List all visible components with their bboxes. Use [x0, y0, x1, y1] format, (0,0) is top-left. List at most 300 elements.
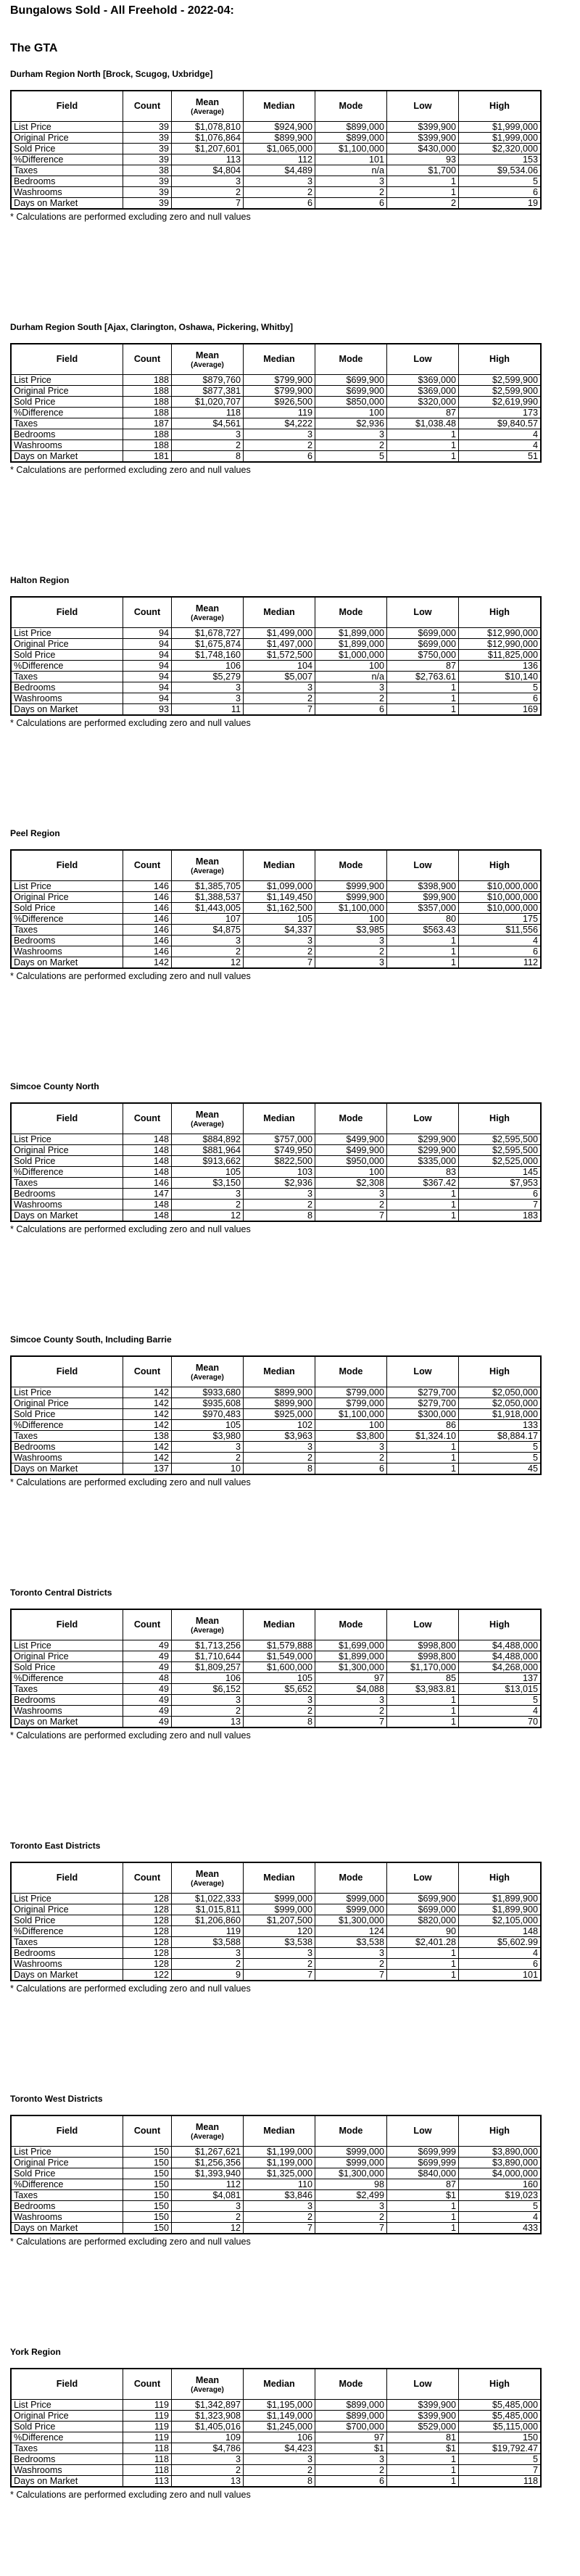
cell-high: $10,000,000	[459, 881, 542, 892]
cell-high: 51	[459, 451, 542, 463]
cell-mode: 2	[315, 440, 387, 451]
section-title: Simcoe County South, Including Barrie	[10, 1334, 172, 1345]
region-section	[10, 574, 542, 729]
section-title: Toronto East Districts	[10, 1841, 101, 1851]
cell-median: $1,325,000	[244, 2168, 315, 2179]
col-header-field: Field	[11, 1862, 123, 1894]
table-row	[11, 1178, 541, 1189]
col-header-field: Field	[11, 1356, 123, 1387]
table-row	[11, 122, 541, 133]
table-row	[11, 2432, 541, 2443]
cell-median: 119	[244, 408, 315, 418]
cell-count: 148	[123, 1134, 172, 1145]
table-row	[11, 1453, 541, 1464]
cell-field: %Difference	[11, 408, 123, 418]
cell-median: $1,207,500	[244, 1915, 315, 1926]
col-header-mean	[172, 1103, 244, 1134]
cell-low: $369,000	[387, 375, 459, 386]
cell-field: Original Price	[11, 1398, 123, 1409]
cell-mode: 2	[315, 1453, 387, 1464]
table-row	[11, 176, 541, 187]
cell-mean: $4,561	[172, 418, 244, 429]
cell-low: $1,324.10	[387, 1431, 459, 1442]
cell-high: $8,884.17	[459, 1431, 542, 1442]
col-header-sublabel: (Average)	[191, 2132, 224, 2141]
table-row	[11, 628, 541, 639]
col-header-median: Median	[244, 597, 315, 628]
cell-count: 94	[123, 661, 172, 672]
cell-mode: $899,000	[315, 2400, 387, 2411]
cell-mode: $2,936	[315, 418, 387, 429]
cell-low: $2,763.61	[387, 672, 459, 682]
cell-field: Bedrooms	[11, 176, 123, 187]
cell-field: %Difference	[11, 914, 123, 925]
col-header-count: Count	[123, 344, 172, 375]
cell-median: 3	[244, 682, 315, 693]
cell-low: 1	[387, 1200, 459, 1210]
cell-high: $1,918,000	[459, 1409, 542, 1420]
col-header-mode: Mode	[315, 1609, 387, 1640]
cell-count: 49	[123, 1651, 172, 1662]
cell-mean: 3	[172, 693, 244, 704]
cell-high: $3,890,000	[459, 2147, 542, 2158]
cell-low: 1	[387, 682, 459, 693]
cell-low: 93	[387, 154, 459, 165]
cell-count: 150	[123, 2158, 172, 2168]
col-header-sublabel: (Average)	[191, 1373, 224, 1382]
cell-low: 81	[387, 2432, 459, 2443]
cell-mean: $3,980	[172, 1431, 244, 1442]
cell-mean: $6,152	[172, 1684, 244, 1695]
cell-mode: 2	[315, 187, 387, 198]
cell-low: $398,900	[387, 881, 459, 892]
cell-median: $4,489	[244, 165, 315, 176]
cell-count: 148	[123, 1156, 172, 1167]
table-row	[11, 2443, 541, 2454]
cell-count: 188	[123, 386, 172, 397]
cell-median: $999,000	[244, 1894, 315, 1904]
cell-high: $2,105,000	[459, 1915, 542, 1926]
cell-field: %Difference	[11, 1926, 123, 1937]
cell-mode: $1,100,000	[315, 144, 387, 154]
cell-mean: 3	[172, 2201, 244, 2212]
cell-low: $820,000	[387, 1915, 459, 1926]
cell-mean: 2	[172, 1959, 244, 1970]
cell-high: 7	[459, 1200, 542, 1210]
cell-field: Bedrooms	[11, 682, 123, 693]
cell-median: 102	[244, 1420, 315, 1431]
cell-mode: 2	[315, 2465, 387, 2476]
cell-count: 181	[123, 451, 172, 463]
cell-mode: 7	[315, 1970, 387, 1981]
cell-median: $3,846	[244, 2190, 315, 2201]
cell-low: $300,000	[387, 1409, 459, 1420]
cell-mode: $1	[315, 2443, 387, 2454]
cell-field: List Price	[11, 122, 123, 133]
cell-mode: 3	[315, 2201, 387, 2212]
table-row	[11, 451, 541, 463]
cell-median: $1,549,000	[244, 1651, 315, 1662]
cell-high: $10,000,000	[459, 903, 542, 914]
cell-mode: $1,300,000	[315, 1662, 387, 1673]
cell-high: 45	[459, 1464, 542, 1475]
cell-field: Washrooms	[11, 693, 123, 704]
cell-field: Days on Market	[11, 1717, 123, 1728]
cell-high: $2,595,500	[459, 1145, 542, 1156]
cell-count: 137	[123, 1464, 172, 1475]
cell-count: 148	[123, 1167, 172, 1178]
cell-median: $799,900	[244, 386, 315, 397]
cell-low: 1	[387, 2454, 459, 2465]
cell-median: 110	[244, 2179, 315, 2190]
cell-mode: 3	[315, 682, 387, 693]
cell-mode: 98	[315, 2179, 387, 2190]
cell-field: Washrooms	[11, 440, 123, 451]
cell-high: $11,825,000	[459, 650, 542, 661]
cell-low: $3,983.81	[387, 1684, 459, 1695]
cell-count: 39	[123, 122, 172, 133]
cell-median: $822,500	[244, 1156, 315, 1167]
cell-high: $2,050,000	[459, 1387, 542, 1398]
cell-mode: 3	[315, 957, 387, 969]
cell-high: $4,488,000	[459, 1651, 542, 1662]
cell-high: 6	[459, 1189, 542, 1200]
table-row	[11, 1970, 541, 1981]
table-row	[11, 1651, 541, 1662]
cell-mode: 97	[315, 2432, 387, 2443]
cell-count: 188	[123, 408, 172, 418]
cell-field: Sold Price	[11, 1662, 123, 1673]
table-row	[11, 1464, 541, 1475]
cell-median: 3	[244, 176, 315, 187]
cell-high: $2,619,990	[459, 397, 542, 408]
cell-low: 1	[387, 1464, 459, 1475]
table-row	[11, 1915, 541, 1926]
cell-mean: 113	[172, 154, 244, 165]
cell-median: 2	[244, 1200, 315, 1210]
cell-count: 146	[123, 914, 172, 925]
col-header-field: Field	[11, 344, 123, 375]
cell-count: 118	[123, 2454, 172, 2465]
table-row	[11, 1684, 541, 1695]
col-header-label: Mean	[195, 856, 220, 867]
cell-count: 150	[123, 2201, 172, 2212]
cell-count: 146	[123, 1178, 172, 1189]
table-row	[11, 198, 541, 210]
cell-median: 8	[244, 1717, 315, 1728]
cell-mode: $999,900	[315, 881, 387, 892]
table-row	[11, 165, 541, 176]
cell-low: $2,401.28	[387, 1937, 459, 1948]
cell-low: $357,000	[387, 903, 459, 914]
cell-median: $1,199,000	[244, 2158, 315, 2168]
cell-count: 39	[123, 198, 172, 210]
cell-high: 175	[459, 914, 542, 925]
cell-median: 3	[244, 1695, 315, 1706]
table-row	[11, 2179, 541, 2190]
cell-high: 137	[459, 1673, 542, 1684]
cell-low: $1,038.48	[387, 418, 459, 429]
cell-field: Washrooms	[11, 2465, 123, 2476]
table-row	[11, 1167, 541, 1178]
cell-high: $2,525,000	[459, 1156, 542, 1167]
cell-low: 1	[387, 2476, 459, 2488]
cell-count: 119	[123, 2411, 172, 2422]
footnote: * Calculations are performed excluding zero and null values	[10, 2237, 251, 2247]
cell-median: $4,222	[244, 418, 315, 429]
cell-mean: $1,710,644	[172, 1651, 244, 1662]
cell-high: $9,534.06	[459, 165, 542, 176]
stats-table	[10, 90, 542, 210]
cell-low: $99,900	[387, 892, 459, 903]
cell-mean: 3	[172, 1442, 244, 1453]
cell-mean: $1,342,897	[172, 2400, 244, 2411]
cell-field: Sold Price	[11, 144, 123, 154]
table-header-row	[11, 850, 541, 881]
cell-low: 1	[387, 451, 459, 463]
col-header-median: Median	[244, 2115, 315, 2147]
cell-mean: $913,662	[172, 1156, 244, 1167]
table-row	[11, 672, 541, 682]
cell-mean: 2	[172, 2212, 244, 2223]
cell-field: Taxes	[11, 1684, 123, 1695]
cell-mode: 100	[315, 408, 387, 418]
cell-high: $19,023	[459, 2190, 542, 2201]
cell-mode: $499,900	[315, 1134, 387, 1145]
table-row	[11, 1442, 541, 1453]
cell-field: Sold Price	[11, 650, 123, 661]
cell-low: $699,000	[387, 1904, 459, 1915]
cell-count: 94	[123, 682, 172, 693]
cell-median: 104	[244, 661, 315, 672]
cell-mean: 3	[172, 176, 244, 187]
cell-field: Original Price	[11, 386, 123, 397]
table-row	[11, 1640, 541, 1651]
cell-mean: $1,076,864	[172, 133, 244, 144]
table-row	[11, 936, 541, 946]
col-header-mean	[172, 91, 244, 122]
col-header-label: Mean	[195, 1362, 220, 1373]
cell-median: 2	[244, 440, 315, 451]
cell-median: 6	[244, 198, 315, 210]
cell-field: Original Price	[11, 2158, 123, 2168]
col-header-mean	[172, 2369, 244, 2400]
cell-field: Washrooms	[11, 1706, 123, 1717]
cell-field: Taxes	[11, 925, 123, 936]
cell-low: $399,900	[387, 122, 459, 133]
cell-mode: n/a	[315, 672, 387, 682]
cell-field: Original Price	[11, 1651, 123, 1662]
cell-mean: $884,892	[172, 1134, 244, 1145]
cell-mode: $999,000	[315, 2147, 387, 2158]
cell-low: 83	[387, 1167, 459, 1178]
cell-mode: $999,000	[315, 2158, 387, 2168]
table-row	[11, 1420, 541, 1431]
cell-high: 153	[459, 154, 542, 165]
cell-count: 142	[123, 957, 172, 969]
col-header-median: Median	[244, 1103, 315, 1134]
cell-low: 2	[387, 198, 459, 210]
col-header-label: Mean	[195, 1868, 220, 1879]
cell-median: 2	[244, 693, 315, 704]
region-section	[10, 321, 542, 476]
cell-field: Days on Market	[11, 704, 123, 716]
cell-count: 128	[123, 1926, 172, 1937]
cell-count: 146	[123, 946, 172, 957]
cell-high: 112	[459, 957, 542, 969]
cell-count: 188	[123, 440, 172, 451]
cell-high: $2,050,000	[459, 1398, 542, 1409]
cell-mode: 2	[315, 1200, 387, 1210]
cell-median: 103	[244, 1167, 315, 1178]
cell-mode: 100	[315, 1420, 387, 1431]
cell-field: Taxes	[11, 165, 123, 176]
col-header-high: High	[459, 1356, 542, 1387]
cell-low: $320,000	[387, 397, 459, 408]
stats-table	[10, 849, 542, 969]
cell-median: $757,000	[244, 1134, 315, 1145]
cell-field: Sold Price	[11, 1409, 123, 1420]
cell-low: 1	[387, 1695, 459, 1706]
cell-mode: $1,899,000	[315, 639, 387, 650]
cell-low: 1	[387, 1210, 459, 1222]
cell-mean: 2	[172, 187, 244, 198]
cell-high: 433	[459, 2223, 542, 2234]
cell-count: 93	[123, 704, 172, 716]
cell-mean: $1,678,727	[172, 628, 244, 639]
table-row	[11, 1145, 541, 1156]
cell-high: 118	[459, 2476, 542, 2488]
col-header-low: Low	[387, 597, 459, 628]
cell-mode: $2,308	[315, 1178, 387, 1189]
footnote: * Calculations are performed excluding zero and null values	[10, 1983, 251, 1994]
col-header-high: High	[459, 2369, 542, 2400]
cell-low: 1	[387, 440, 459, 451]
cell-median: 2	[244, 1959, 315, 1970]
col-header-low: Low	[387, 1609, 459, 1640]
cell-low: 1	[387, 704, 459, 716]
cell-count: 146	[123, 936, 172, 946]
cell-mean: $1,015,811	[172, 1904, 244, 1915]
cell-median: $1,065,000	[244, 144, 315, 154]
cell-mode: 3	[315, 176, 387, 187]
stats-table	[10, 2115, 542, 2234]
cell-count: 148	[123, 1200, 172, 1210]
cell-mean: $3,588	[172, 1937, 244, 1948]
cell-low: 1	[387, 2465, 459, 2476]
cell-high: $4,488,000	[459, 1640, 542, 1651]
col-header-sublabel: (Average)	[191, 1879, 224, 1888]
table-row	[11, 1948, 541, 1959]
cell-median: 2	[244, 946, 315, 957]
cell-field: Original Price	[11, 1904, 123, 1915]
section-title: Peel Region	[10, 828, 60, 838]
table-row	[11, 946, 541, 957]
cell-high: 4	[459, 1948, 542, 1959]
cell-median: 7	[244, 957, 315, 969]
cell-count: 49	[123, 1662, 172, 1673]
cell-count: 119	[123, 2400, 172, 2411]
table-row	[11, 661, 541, 672]
cell-high: 136	[459, 661, 542, 672]
cell-mean: $1,809,257	[172, 1662, 244, 1673]
cell-count: 39	[123, 187, 172, 198]
table-row	[11, 144, 541, 154]
cell-high: $4,000,000	[459, 2168, 542, 2179]
cell-field: List Price	[11, 1894, 123, 1904]
col-header-median: Median	[244, 1609, 315, 1640]
cell-low: $335,000	[387, 1156, 459, 1167]
cell-mean: $1,385,705	[172, 881, 244, 892]
col-header-high: High	[459, 344, 542, 375]
cell-mean: 105	[172, 1167, 244, 1178]
cell-count: 150	[123, 2212, 172, 2223]
table-row	[11, 2400, 541, 2411]
cell-mode: $799,000	[315, 1387, 387, 1398]
cell-low: $367.42	[387, 1178, 459, 1189]
cell-median: $5,007	[244, 672, 315, 682]
cell-field: %Difference	[11, 2179, 123, 2190]
region-section	[10, 827, 542, 982]
cell-median: $1,245,000	[244, 2422, 315, 2432]
cell-count: 188	[123, 429, 172, 440]
cell-field: Original Price	[11, 892, 123, 903]
cell-mean: 112	[172, 2179, 244, 2190]
table-row	[11, 2190, 541, 2201]
col-header-mean	[172, 344, 244, 375]
col-header-count: Count	[123, 1356, 172, 1387]
cell-mean: $1,267,621	[172, 2147, 244, 2158]
cell-mode: $699,900	[315, 375, 387, 386]
col-header-mean	[172, 1609, 244, 1640]
table-header-row	[11, 91, 541, 122]
table-row	[11, 1189, 541, 1200]
cell-high: 133	[459, 1420, 542, 1431]
cell-low: 1	[387, 2223, 459, 2234]
cell-low: 1	[387, 1717, 459, 1728]
cell-low: $399,900	[387, 2411, 459, 2422]
cell-field: Bedrooms	[11, 936, 123, 946]
cell-median: 2	[244, 187, 315, 198]
cell-field: Washrooms	[11, 2212, 123, 2223]
cell-median: 2	[244, 1706, 315, 1717]
cell-low: $1,170,000	[387, 1662, 459, 1673]
cell-mean: $3,150	[172, 1178, 244, 1189]
cell-field: Washrooms	[11, 1200, 123, 1210]
cell-count: 113	[123, 2476, 172, 2488]
cell-low: 1	[387, 946, 459, 957]
cell-high: 5	[459, 2201, 542, 2212]
cell-median: 105	[244, 1673, 315, 1684]
cell-field: %Difference	[11, 1673, 123, 1684]
table-row	[11, 2476, 541, 2488]
cell-mean: 109	[172, 2432, 244, 2443]
cell-count: 118	[123, 2465, 172, 2476]
table-row	[11, 957, 541, 969]
col-header-mean	[172, 850, 244, 881]
cell-low: $399,900	[387, 133, 459, 144]
footnote: * Calculations are performed excluding zero and null values	[10, 718, 251, 728]
page-title: Bungalows Sold - All Freehold - 2022-04:	[10, 4, 234, 17]
cell-count: 128	[123, 1937, 172, 1948]
cell-high: 160	[459, 2179, 542, 2190]
cell-mode: 6	[315, 198, 387, 210]
cell-low: $699,999	[387, 2158, 459, 2168]
cell-median: $1,572,500	[244, 650, 315, 661]
table-header-row	[11, 2369, 541, 2400]
cell-mode: 3	[315, 1442, 387, 1453]
cell-high: 5	[459, 1695, 542, 1706]
